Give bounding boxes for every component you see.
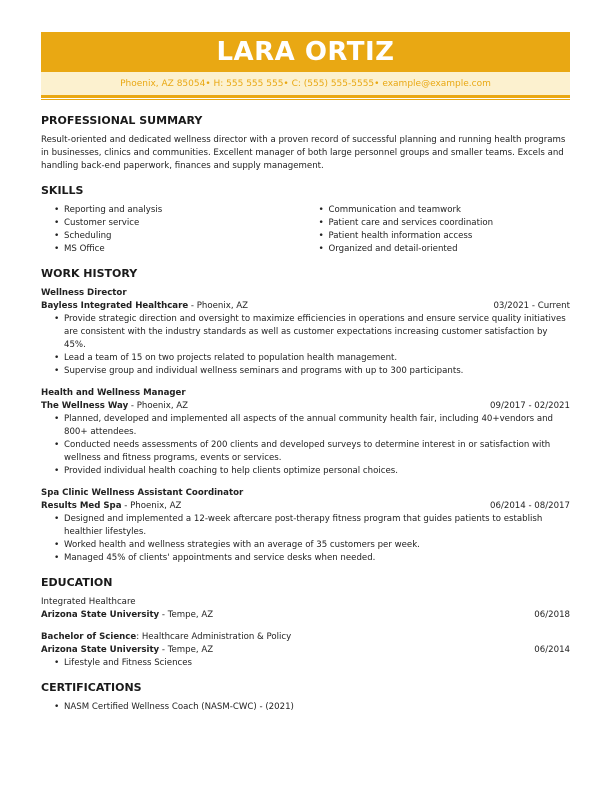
job-company: Bayless Integrated Healthcare — [41, 301, 189, 311]
job-bullets — [41, 413, 570, 478]
skill-item: • Customer service — [54, 217, 306, 230]
job-company: Results Med Spa — [41, 501, 122, 511]
job-bullet: • Designed and implemented a 12-week aftercare post-therapy fitness program that guides patients to establish healthier lifestyles. — [54, 513, 570, 539]
job-entry — [41, 387, 570, 478]
job-bullet: • Supervise group and individual wellness seminars and programs with up to 300 participants. — [54, 365, 570, 378]
job-bullet: • Managed 45% of clients' appointments and service desks when needed. — [54, 552, 570, 565]
header-rule-thin — [41, 99, 570, 100]
job-location: - Phoenix, AZ — [121, 501, 182, 511]
job-company: The Wellness Way — [41, 401, 129, 411]
education-date: 06/2014 — [534, 645, 570, 655]
job-location: - Phoenix, AZ — [188, 301, 249, 311]
job-bullets — [41, 513, 570, 565]
education-date: 06/2018 — [534, 610, 570, 620]
skill-item: • Reporting and analysis — [54, 204, 306, 217]
education-school: Arizona State University — [41, 645, 160, 655]
certifications-heading: CERTIFICATIONS — [41, 681, 142, 694]
education-location: - Tempe, AZ — [159, 645, 214, 655]
education-degree: Bachelor of Science — [41, 632, 137, 642]
job-bullet: • Planned, developed and implemented all aspects of the annual community health fair, including 40+vendors and 800+ attendees. — [54, 413, 570, 439]
skills-column-left — [41, 204, 306, 256]
header-rule — [41, 95, 570, 98]
education-degree-line — [41, 631, 570, 644]
education-school: Arizona State University — [41, 610, 160, 620]
skills-list — [41, 204, 570, 256]
resume-content — [41, 114, 570, 714]
job-entry — [41, 487, 570, 565]
education-bullets — [41, 657, 570, 670]
job-dates: 03/2021 - Current — [493, 301, 570, 311]
education-location: - Tempe, AZ — [159, 610, 214, 620]
job-location: - Phoenix, AZ — [128, 401, 189, 411]
education-entry — [41, 596, 570, 622]
summary-text: Result-oriented and dedicated wellness director with a proven record of successful planning and running health programs in businesses, clinics and communities. Excellent manager of both large personnel groups and smaller teams. Excels and handling back-end paperwork, finances and supply management. — [41, 135, 566, 171]
education-bullet: • Lifestyle and Fitness Sciences — [54, 657, 570, 670]
job-title: Health and Wellness Manager — [41, 388, 186, 398]
summary-heading: PROFESSIONAL SUMMARY — [41, 114, 203, 127]
job-employer-row — [41, 500, 570, 513]
job-bullet: • Provided individual health coaching to help clients optimize personal choices. — [54, 465, 570, 478]
job-bullets — [41, 313, 570, 378]
job-title: Spa Clinic Wellness Assistant Coordinator — [41, 488, 244, 498]
education-school-row — [41, 644, 570, 657]
skill-item: • MS Office — [54, 243, 306, 256]
skill-item: • Communication and teamwork — [319, 204, 571, 217]
job-bullet: • Conducted needs assessments of 200 clients and developed surveys to determine interest in or satisfaction with wellness and fitness programs, events or services. — [54, 439, 570, 465]
skills-heading: SKILLS — [41, 184, 84, 197]
skill-item: • Patient health information access — [319, 230, 571, 243]
education-school-row — [41, 609, 570, 622]
job-entry — [41, 287, 570, 378]
job-bullet: • Lead a team of 15 on two projects related to population health management. — [54, 352, 570, 365]
certifications-list — [41, 701, 570, 714]
job-dates: 09/2017 - 02/2021 — [490, 401, 570, 411]
skill-item: • Patient care and services coordination — [319, 217, 571, 230]
contact-line: Phoenix, AZ 85054• H: 555 555 555• C: (555) 555-5555• example@example.com — [41, 72, 570, 95]
job-bullet: • Provide strategic direction and oversight to maximize efficiencies in operations and ensure service quality initiatives are consistent with the industry standards as well as customer expectations increasing customer satisfaction by 45%. — [54, 313, 570, 352]
job-title: Wellness Director — [41, 288, 127, 298]
education-entry — [41, 631, 570, 670]
education-field: : Healthcare Administration & Policy — [136, 632, 292, 642]
education-program: Integrated Healthcare — [41, 597, 136, 607]
job-employer-row — [41, 300, 570, 313]
skills-column-right — [306, 204, 571, 256]
work-history-heading: WORK HISTORY — [41, 267, 138, 280]
job-dates: 06/2014 - 08/2017 — [490, 501, 570, 511]
skill-item: • Scheduling — [54, 230, 306, 243]
certification-item: • NASM Certified Wellness Coach (NASM-CWC) - (2021) — [54, 701, 570, 714]
skill-item: • Organized and detail-oriented — [319, 243, 571, 256]
job-employer-row — [41, 400, 570, 413]
job-bullet: • Worked health and wellness strategies with an average of 35 customers per week. — [54, 539, 570, 552]
candidate-name: LARA ORTIZ — [41, 32, 570, 72]
education-heading: EDUCATION — [41, 576, 113, 589]
